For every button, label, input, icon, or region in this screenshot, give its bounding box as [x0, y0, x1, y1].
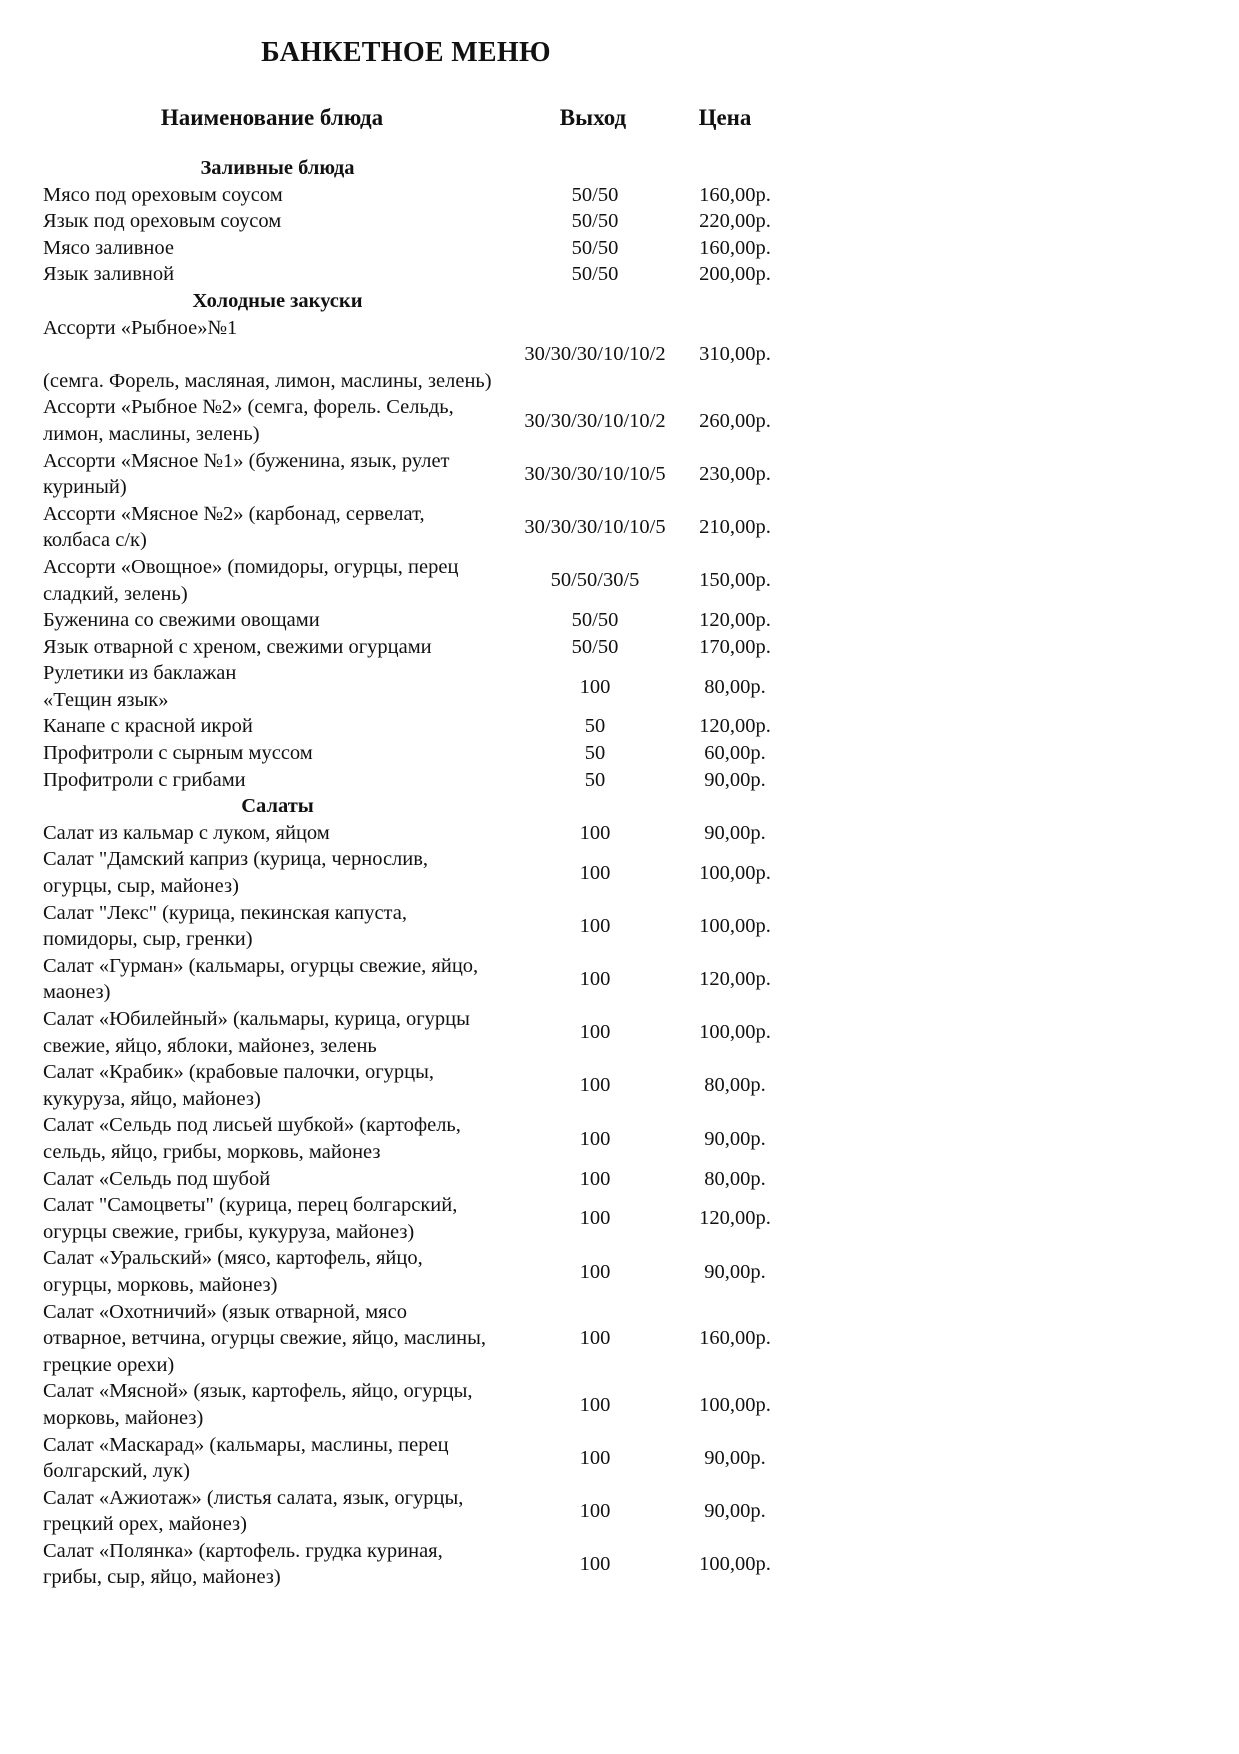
- dish-name-line: Салат «Мясной» (язык, картофель, яйцо, огурцы,: [43, 1380, 473, 1403]
- dish-yield: 50: [584, 742, 606, 765]
- dish-name-line: морковь, майонез): [43, 1406, 204, 1429]
- dish-name: [0, 554, 520, 607]
- dish-name-line: Мясо заливное: [43, 236, 174, 259]
- dish-name-line: Ассорти «Мясное №1» (буженина, язык, рулет: [43, 449, 450, 472]
- menu-item-row: [0, 607, 800, 634]
- dish-name-line: Мясо под ореховым соусом: [43, 183, 283, 206]
- dish-price: 80,00р.: [704, 1167, 766, 1190]
- dish-price: 170,00р.: [699, 635, 771, 658]
- dish-price: 230,00р.: [699, 462, 771, 485]
- dish-name-line: Салат "Дамский каприз (курица, чернослив,: [43, 848, 429, 871]
- dish-name: [0, 1059, 520, 1112]
- menu-item-row: [0, 846, 800, 899]
- dish-yield: 50/50: [571, 183, 619, 206]
- dish-name: [0, 448, 520, 501]
- menu-item-row: [0, 1059, 800, 1112]
- dish-price: 120,00р.: [699, 609, 771, 632]
- dish-name-line: Салат «Полянка» (картофель. грудка куриная,: [43, 1539, 443, 1562]
- dish-price: 100,00р.: [699, 1553, 771, 1576]
- column-header-yield: Выход: [559, 105, 627, 130]
- menu-item-row: [0, 501, 800, 554]
- dish-price: 120,00р.: [699, 1207, 771, 1230]
- dish-price: 90,00р.: [704, 1260, 766, 1283]
- dish-price: 80,00р.: [704, 1074, 766, 1097]
- menu-item-row: [0, 1192, 800, 1245]
- dish-name-line: Рулетики из баклажан: [43, 662, 237, 685]
- dish-yield: 30/30/30/10/10/2: [524, 409, 666, 432]
- dish-name-line: Салат «Сельдь под шубой: [43, 1167, 271, 1190]
- menu-item-row: [0, 660, 800, 713]
- dish-name-line: Салат "Лекс" (курица, пекинская капуста,: [43, 901, 407, 924]
- dish-price: 310,00р.: [699, 343, 771, 366]
- dish-name: [0, 1538, 520, 1591]
- dish-yield: 30/30/30/10/10/2: [524, 343, 666, 366]
- dish-name-line: Салат «Ажиотаж» (листья салата, язык, огурцы,: [43, 1486, 464, 1509]
- dish-name: [0, 394, 520, 447]
- dish-name: [0, 1245, 520, 1298]
- dish-name-line: Салат «Крабик» (крабовые палочки, огурцы,: [43, 1061, 435, 1084]
- menu-item-row: [0, 634, 800, 661]
- dish-yield: 100: [579, 821, 611, 844]
- dish-price: 160,00р.: [699, 1327, 771, 1350]
- dish-yield: 100: [579, 675, 611, 698]
- menu-item-row: [0, 1166, 800, 1193]
- dish-name-line: огурцы, морковь, майонез): [43, 1273, 278, 1296]
- dish-name-line: помидоры, сыр, гренки): [43, 928, 253, 951]
- dish-name-line: грецкие орехи): [43, 1353, 175, 1376]
- dish-price: 220,00р.: [699, 210, 771, 233]
- dish-price: 90,00р.: [704, 768, 766, 791]
- section-heading: [0, 793, 800, 820]
- dish-yield: 100: [579, 1074, 611, 1097]
- dish-name: [0, 1112, 520, 1165]
- column-headers: [0, 101, 800, 135]
- menu-item-row: [0, 448, 800, 501]
- dish-name: [0, 1192, 520, 1245]
- dish-name-line: Салат "Самоцветы" (курица, перец болгарский,: [43, 1194, 458, 1217]
- dish-name-line: Язык под ореховым соусом: [43, 210, 282, 233]
- dish-name-line: [43, 341, 520, 368]
- dish-name-line: сельдь, яйцо, грибы, морковь, майонез: [43, 1140, 381, 1163]
- dish-yield: 100: [579, 1207, 611, 1230]
- dish-name-line: Салат «Юбилейный» (кальмары, курица, огурцы: [43, 1008, 470, 1030]
- dish-name: [0, 713, 520, 740]
- dish-name-line: маонез): [43, 981, 111, 1004]
- menu-item-row: [0, 1299, 800, 1379]
- menu-item-row: [0, 820, 800, 847]
- dish-name-line: болгарский, лук): [43, 1460, 190, 1483]
- dish-yield: 100: [579, 914, 611, 937]
- dish-yield: 100: [579, 1327, 611, 1350]
- dish-name: [0, 208, 520, 235]
- dish-name-line: кукуруза, яйцо, майонез): [43, 1087, 261, 1110]
- dish-name: [0, 1166, 520, 1193]
- dish-name: [0, 182, 520, 209]
- menu-item-row: [0, 1378, 800, 1431]
- dish-yield: 50/50: [571, 609, 619, 632]
- dish-name: [0, 261, 520, 288]
- dish-price: 90,00р.: [704, 1127, 766, 1150]
- menu-item-row: [0, 235, 800, 262]
- menu-item-row: [0, 394, 800, 447]
- menu-item-row: [0, 900, 800, 953]
- dish-name-line: Ассорти «Мясное №2» (карбонад, сервелат,: [43, 502, 425, 525]
- dish-name: [0, 1432, 520, 1485]
- dish-price: 150,00р.: [699, 569, 771, 592]
- section-title: Холодные закуски: [192, 289, 363, 312]
- dish-price: 100,00р.: [699, 1393, 771, 1416]
- dish-yield: 50: [584, 768, 606, 791]
- dish-price: 210,00р.: [699, 516, 771, 539]
- dish-price: 100,00р.: [699, 914, 771, 937]
- dish-name: [0, 235, 520, 262]
- dish-name-line: «Тещин язык»: [43, 688, 169, 711]
- dish-yield: 100: [579, 968, 611, 991]
- menu-item-row: [0, 1112, 800, 1165]
- dish-name-line: Салат из кальмар с луком, яйцом: [43, 821, 330, 844]
- column-header-name: Наименование блюда: [160, 105, 384, 130]
- dish-yield: 30/30/30/10/10/5: [524, 462, 666, 485]
- dish-name-line: Ассорти «Овощное» (помидоры, огурцы, перец: [43, 555, 459, 578]
- dish-yield: 100: [579, 1446, 611, 1469]
- menu-item-row: [0, 713, 800, 740]
- dish-price: 120,00р.: [699, 715, 771, 738]
- dish-name: [0, 740, 520, 767]
- menu-item-row: [0, 1006, 800, 1059]
- menu-item-row: [0, 1485, 800, 1538]
- dish-name-line: грибы, сыр, яйцо, майонез): [43, 1566, 281, 1589]
- dish-yield: 30/30/30/10/10/5: [524, 516, 666, 539]
- dish-price: 60,00р.: [704, 742, 766, 765]
- dish-name: [0, 1006, 520, 1059]
- dish-price: 80,00р.: [704, 675, 766, 698]
- dish-price: 120,00р.: [699, 968, 771, 991]
- menu-item-row: [0, 554, 800, 607]
- menu-item-row: [0, 1538, 800, 1591]
- menu-item-row: [0, 1245, 800, 1298]
- dish-name: [0, 315, 520, 395]
- menu-item-row: [0, 1432, 800, 1485]
- dish-price: 160,00р.: [699, 183, 771, 206]
- dish-name-line: сладкий, зелень): [43, 582, 188, 605]
- dish-price: 160,00р.: [699, 236, 771, 259]
- menu-item-row: [0, 208, 800, 235]
- dish-price: 260,00р.: [699, 409, 771, 432]
- dish-name-line: Ассорти «Рыбное»№1: [43, 316, 238, 339]
- dish-name-line: Канапе с красной икрой: [43, 715, 253, 738]
- dish-name: [0, 820, 520, 847]
- dish-name: [0, 767, 520, 794]
- section-heading: [0, 155, 800, 182]
- dish-yield: 100: [579, 1127, 611, 1150]
- dish-yield: 100: [579, 1553, 611, 1576]
- dish-price: 90,00р.: [704, 1446, 766, 1469]
- dish-name-line: Салат «Маскарад» (кальмары, маслины, перец: [43, 1433, 449, 1456]
- dish-name-line: Буженина со свежими овощами: [43, 609, 320, 632]
- dish-name: [0, 1299, 520, 1379]
- column-header-price: Цена: [698, 105, 752, 130]
- menu-item-row: [0, 740, 800, 767]
- dish-name-line: свежие, яйцо, яблоки, майонез, зелень: [43, 1034, 377, 1057]
- dish-yield: 100: [579, 1393, 611, 1416]
- page-title: БАНКЕТНОЕ МЕНЮ: [261, 37, 551, 68]
- dish-name-line: лимон, маслины, зелень): [43, 422, 260, 445]
- dish-yield: 50/50: [571, 236, 619, 259]
- menu-item-row: [0, 767, 800, 794]
- dish-yield: 50/50: [571, 635, 619, 658]
- section-title: Заливные блюда: [200, 156, 355, 179]
- dish-yield: 50/50: [571, 263, 619, 286]
- dish-name-line: Язык заливной: [43, 263, 175, 286]
- menu-table: [0, 155, 800, 1591]
- dish-price: 90,00р.: [704, 1499, 766, 1522]
- dish-name-line: Салат «Гурман» (кальмары, огурцы свежие, яйцо,: [43, 954, 479, 977]
- dish-name-line: Ассорти «Рыбное №2» (семга, форель. Сельдь,: [43, 396, 454, 419]
- dish-name-line: огурцы свежие, грибы, кукуруза, майонез): [43, 1220, 415, 1243]
- dish-name-line: Салат «Сельдь под лисьей шубкой» (картофель,: [43, 1114, 461, 1137]
- dish-yield: 100: [579, 1499, 611, 1522]
- dish-name: [0, 501, 520, 554]
- menu-item-row: [0, 261, 800, 288]
- dish-yield: 50/50: [571, 210, 619, 233]
- dish-name-line: огурцы, сыр, майонез): [43, 875, 239, 898]
- dish-name: [0, 846, 520, 899]
- dish-name-line: Салат «Охотничий» (язык отварной, мясо: [43, 1300, 407, 1323]
- dish-price: 100,00р.: [699, 1021, 771, 1044]
- dish-yield: 100: [579, 1021, 611, 1044]
- dish-yield: 100: [579, 861, 611, 884]
- dish-yield: 100: [579, 1260, 611, 1283]
- dish-name-line: Профитроли с сырным муссом: [43, 742, 313, 765]
- dish-name-line: Профитроли с грибами: [43, 768, 246, 791]
- dish-name: [0, 953, 520, 1006]
- dish-yield: 50: [584, 715, 606, 738]
- menu-item-row: [0, 315, 800, 395]
- dish-name: [0, 660, 520, 713]
- dish-name: [0, 1485, 520, 1538]
- dish-name: [0, 634, 520, 661]
- section-heading: [0, 288, 800, 315]
- dish-name: [0, 607, 520, 634]
- dish-price: 90,00р.: [704, 821, 766, 844]
- dish-name-line: Язык отварной с хреном, свежими огурцами: [43, 635, 432, 658]
- dish-name-line: (семга. Форель, масляная, лимон, маслины, зелень): [43, 369, 492, 392]
- dish-name-line: колбаса с/к): [43, 529, 147, 552]
- dish-price: 100,00р.: [699, 861, 771, 884]
- dish-price: 200,00р.: [699, 263, 771, 286]
- dish-name: [0, 900, 520, 953]
- menu-item-row: [0, 182, 800, 209]
- dish-name-line: грецкий орех, майонез): [43, 1513, 247, 1536]
- section-title: Салаты: [241, 795, 314, 818]
- dish-yield: 100: [579, 1167, 611, 1190]
- dish-yield: 50/50/30/5: [550, 569, 640, 592]
- menu-item-row: [0, 953, 800, 1006]
- dish-name: [0, 1378, 520, 1431]
- dish-name-line: Салат «Уральский» (мясо, картофель, яйцо,: [43, 1247, 423, 1270]
- dish-name-line: отварное, ветчина, огурцы свежие, яйцо, маслины,: [43, 1327, 486, 1350]
- dish-name-line: куриный): [43, 476, 127, 499]
